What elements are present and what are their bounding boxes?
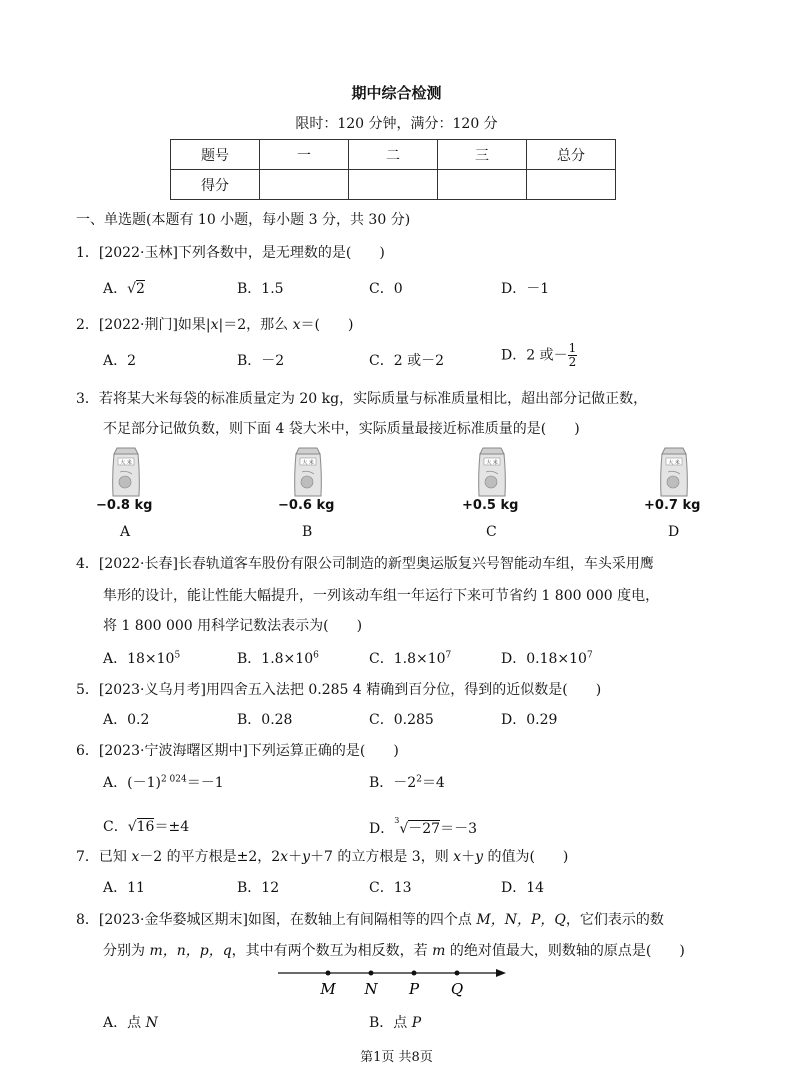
q6-option-a <box>103 772 224 792</box>
score-input-cell[interactable] <box>527 170 616 200</box>
section-heading: 一、单选题(本题有 10 小题，每小题 3 分，共 30 分) <box>76 212 411 228</box>
rice-bag-option-letter: C <box>486 524 497 540</box>
option-text: A．点 <box>103 1015 146 1031</box>
option-text: ＝－3 <box>440 821 477 837</box>
exponent: 7 <box>445 650 452 661</box>
q5-option-d: D．0.29 <box>501 712 558 728</box>
option-text: B．点 <box>369 1015 412 1031</box>
question-7 <box>76 846 568 866</box>
question-3-line-2: 不足部分记做负数，则下面 4 袋大米中，实际质量最接近标准质量的是( ) <box>103 421 580 437</box>
q7-text: ＋ <box>288 849 303 865</box>
score-table-cell: 总分 <box>527 140 616 170</box>
q4-option-d <box>501 648 593 668</box>
q2-option-a: A．2 <box>103 353 137 369</box>
question-8-line-2 <box>103 940 685 960</box>
q1-option-d: D．－1 <box>501 281 550 297</box>
q8-text: 分别为 <box>103 943 150 959</box>
q4-option-b <box>237 648 319 668</box>
rice-bag-weight-label: −0.6 kg <box>278 498 335 513</box>
q8-option-a <box>103 1012 158 1032</box>
score-table-header-row <box>171 140 616 170</box>
number-line-point <box>326 971 331 976</box>
option-label: D．2 或－ <box>501 347 568 364</box>
rice-bag-icon <box>108 444 144 500</box>
q8-values: m，n，p，q <box>149 943 232 959</box>
q2-option-c: C．2 或－2 <box>369 353 444 369</box>
q6-option-c <box>103 816 189 836</box>
score-input-cell[interactable] <box>349 170 438 200</box>
q5-option-a: A．0.2 <box>103 712 150 728</box>
rice-bag-option-letter: B <box>302 524 313 540</box>
q7-option-c: C．13 <box>369 880 412 896</box>
q7-var: x <box>280 849 289 865</box>
exponent: 6 <box>313 650 319 661</box>
number-line-figure <box>270 962 510 998</box>
fraction-numerator: 1 <box>568 341 577 355</box>
exponent: 7 <box>586 650 593 661</box>
root-index: 3 <box>394 816 400 825</box>
question-4-line-3: 将 1 800 000 用科学记数法表示为( ) <box>103 618 363 634</box>
radicand: 2 <box>136 281 145 297</box>
rice-bag-text: 大 米 <box>486 460 498 466</box>
q8-points: M，N，P，Q <box>476 912 566 928</box>
number-line-point-label: M <box>320 980 336 998</box>
rice-bag-option-letter: A <box>120 524 131 540</box>
q2-var: x <box>292 317 301 333</box>
question-8-line-1 <box>76 909 664 929</box>
number-line-point-label: Q <box>450 980 464 998</box>
score-table-cell: 三 <box>438 140 527 170</box>
q4-option-c <box>369 648 451 668</box>
score-table-cell: 得分 <box>171 170 260 200</box>
rice-bag-text: 大 米 <box>120 460 132 466</box>
q7-text: 的值为( ) <box>483 849 569 865</box>
option-var: N <box>145 1015 158 1031</box>
exponent: 2 <box>416 774 422 785</box>
number-line-point-label: P <box>408 980 420 998</box>
arrow-right-icon <box>496 969 506 977</box>
q2-text: |＝2，那么 <box>218 317 293 333</box>
option-text: B．1.8×10 <box>237 651 314 667</box>
q7-var: x <box>131 849 140 865</box>
fraction-denominator: 2 <box>568 355 577 369</box>
q7-text: 7．已知 <box>76 849 132 865</box>
q7-option-b: B．12 <box>237 880 280 896</box>
option-text: ＝±4 <box>154 819 190 835</box>
question-4-line-2: 隼形的设计，能让性能大幅提升，一列该动车组一年运行下来可节省约 1 800 000 度电， <box>103 588 660 604</box>
option-text: D． <box>369 821 395 837</box>
score-table <box>170 139 616 200</box>
number-line-point <box>412 971 417 976</box>
sqrt-sign: √ <box>127 819 137 835</box>
number-line-point <box>369 971 374 976</box>
sqrt-sign: √ <box>127 281 137 297</box>
q1-option-c: C．0 <box>369 281 403 297</box>
question-3-line-1: 3．若将某大米每袋的标准质量定为 20 kg，实际质量与标准质量相比，超出部分记做正数， <box>76 391 648 407</box>
question-4-line-1: 4．[2022·长春]长春轨道客车股份有限公司制造的新型奥运版复兴号智能动车组，车头采用鹰 <box>76 556 654 572</box>
q1-option-a <box>103 278 145 298</box>
q4-option-a <box>103 648 180 668</box>
q7-option-a: A．11 <box>103 880 145 896</box>
option-label: A． <box>103 281 128 297</box>
q2-text: ＝( ) <box>300 317 354 333</box>
q2-option-d <box>501 342 577 369</box>
q7-text: －2 的平方根是±2，2 <box>139 849 281 865</box>
q1-option-b: B．1.5 <box>237 281 284 297</box>
rice-bag-weight-label: +0.7 kg <box>644 498 701 513</box>
option-var: P <box>411 1015 422 1031</box>
q8-text: ，其中有两个数互为相反数，若 <box>231 943 433 959</box>
option-text: C．1.8×10 <box>369 651 446 667</box>
option-text: A．18×10 <box>103 651 175 667</box>
option-text: C． <box>103 819 128 835</box>
q7-text: ＋7 的立方根是 3，则 <box>310 849 454 865</box>
score-table-cell: 题号 <box>171 140 260 170</box>
option-text: ＝4 <box>421 775 445 791</box>
score-table-cell: 二 <box>349 140 438 170</box>
q7-var: x <box>453 849 462 865</box>
page-title: 期中综合检测 <box>351 84 442 102</box>
question-6: 6．[2023·宁波海曙区期中]下列运算正确的是( ) <box>76 743 399 759</box>
q8-option-b <box>369 1012 421 1032</box>
q8-text: ，它们表示的数 <box>565 912 664 928</box>
exponent: 5 <box>174 650 181 661</box>
rice-bag-text: 大 米 <box>302 460 314 466</box>
rice-bag-weight-label: +0.5 kg <box>462 498 519 513</box>
score-table-cell: 一 <box>260 140 349 170</box>
question-1: 1．[2022·玉林]下列各数中，是无理数的是( ) <box>76 245 385 261</box>
option-text: D．0.18×10 <box>501 651 587 667</box>
rice-bag-icon <box>656 444 692 500</box>
q5-option-c: C．0.285 <box>369 712 434 728</box>
question-2 <box>76 314 353 334</box>
question-5: 5．[2023·义乌月考]用四舍五入法把 0.285 4 精确到百分位，得到的近似数是( ) <box>76 682 602 698</box>
number-line-point-label: N <box>364 980 378 998</box>
score-table-score-row <box>171 170 616 200</box>
q8-var: m <box>432 943 446 959</box>
q2-var: x <box>210 317 219 333</box>
exponent: 2 024 <box>160 774 187 785</box>
rice-bag-icon <box>290 444 326 500</box>
sqrt-sign: √ <box>399 821 409 837</box>
fraction <box>568 342 578 369</box>
q7-text: ＋ <box>461 849 476 865</box>
q6-option-b <box>369 772 445 792</box>
exam-info: 限时：120 分钟，满分：120 分 <box>295 116 498 132</box>
q7-var: y <box>475 849 483 865</box>
q2-text: 2．[2022·荆门]如果| <box>76 317 211 333</box>
rice-bag-icon <box>474 444 510 500</box>
q6-option-d <box>369 816 477 838</box>
option-text: B．－2 <box>369 775 417 791</box>
q8-text: 的绝对值最大，则数轴的原点是( ) <box>445 943 685 959</box>
rice-bag-weight-label: −0.8 kg <box>96 498 153 513</box>
page-footer: 第1页 共8页 <box>360 1050 433 1065</box>
number-line-point <box>455 971 460 976</box>
radicand: 16 <box>136 819 155 835</box>
q7-var: y <box>302 849 310 865</box>
option-text: ＝－1 <box>186 775 224 791</box>
score-input-cell[interactable] <box>438 170 527 200</box>
q5-option-b: B．0.28 <box>237 712 293 728</box>
q2-option-b: B．－2 <box>237 353 285 369</box>
score-input-cell[interactable] <box>260 170 349 200</box>
q8-text: 8．[2023·金华婺城区期末]如图，在数轴上有间隔相等的四个点 <box>76 912 477 928</box>
radicand: －27 <box>408 821 441 837</box>
rice-bag-option-letter: D <box>668 524 680 540</box>
q7-option-d: D．14 <box>501 880 545 896</box>
option-text: A．(－1) <box>103 775 161 791</box>
rice-bag-text: 大 米 <box>668 460 680 466</box>
